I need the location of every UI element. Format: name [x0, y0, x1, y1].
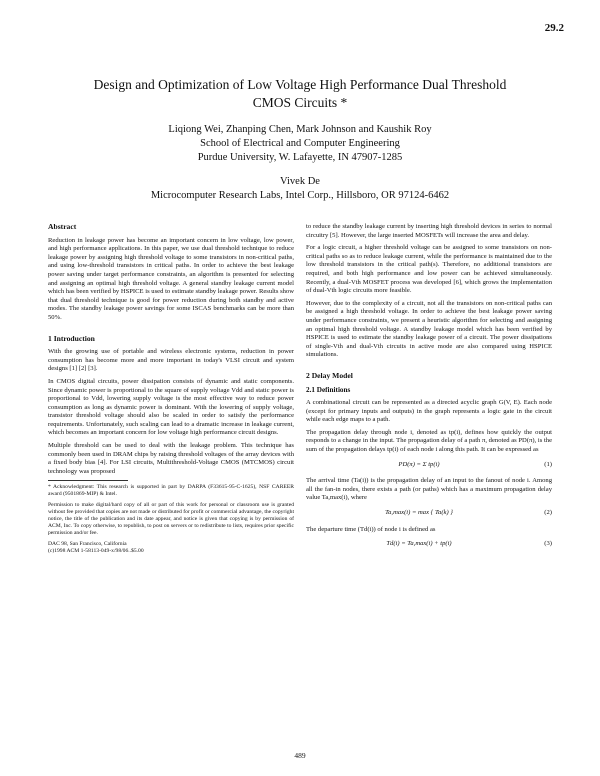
- right-paragraph-7: The departure time (Td(i)) of node i is defined as: [306, 525, 436, 533]
- affiliation-3: Microcomputer Research Labs, Intel Corp., Hillsboro, OR 97124-6462: [150, 190, 450, 201]
- abstract-heading: Abstract: [48, 222, 77, 231]
- definitions-heading: 2.1 Definitions: [306, 385, 351, 394]
- equation-3-body: Td(i) = Ta,max(i) + tp(i): [386, 540, 452, 548]
- footnote-rule: [48, 480, 128, 481]
- title-line-2: CMOS Circuits *: [252, 95, 348, 110]
- equation-2-body: Ta,max(i) = max { Ta(k) }: [385, 509, 453, 517]
- session-number: 29.2: [544, 22, 564, 34]
- right-paragraph-4: A combinational circuit can be represented as a directed acyclic graph G(V, E). Each node (except for primary inputs and outputs) in the graph represents a logic gate in the circuit while each edge maps to a path.: [306, 399, 552, 424]
- delay-model-heading: 2 Delay Model: [306, 370, 353, 380]
- copyright-notice: Permission to make digital/hard copy of all or part of this work for personal or classroom use is granted without fee provided that copies are not made or distributed for profit or commercial advantage, the copyright notice, the title of the publication and its date appear, and notice is given that copying is by permission of ACM, Inc. To copy otherwise, to republish, to post on servers or to redistribute to lists, requires prior specific permission and/or fee.: [48, 502, 294, 537]
- page-number: 489: [294, 751, 306, 760]
- right-paragraph-3: However, due to the complexity of a circuit, not all the transistors on non-critical paths can be assigned a high threshold voltage. In order to achieve the best leakage power saving under performance constraints, we present a heuristic algorithm for selecting and assigning an optimal high threshold voltage. A standby leakage model which has been verified by HSPICE is used to estimate the standby leakage power of a circuit. The power dissipations of single-Vth and dual-Vth circuits in active mode are also compared using HSPICE simulations.: [306, 299, 552, 359]
- acknowledgment-footnote: * Acknowledgment: This research is supported in part by DARPA (F33615-95-C-1625), NSF CAREER award (9501869-MIP) & Intel.: [48, 484, 294, 498]
- equation-2-number: (2): [544, 509, 552, 517]
- abstract-text: Reduction in leakage power has become an important concern in low voltage, low power, and high performance applications. In this paper, we use dual threshold technique to reduce leakage power by assigning high threshold voltage to some transistors in non-critical paths, and using low-threshold transistors in critical paths. In order to achieve the best leakage power saving under target performance constraints, an algorithm is presented for selecting and assigning an optimal high threshold voltage. A general standby leakage current model which has been verified by HSPICE is used to estimate standby leakage power. Results show that dual threshold technique is good for power reduction during both standby and active modes. The standby leakage power savings for some ISCAS benchmarks can be more than 50%.: [48, 236, 294, 321]
- affiliation-2: Purdue University, W. Lafayette, IN 47907-1285: [197, 152, 403, 163]
- intro-paragraph-2: In CMOS digital circuits, power dissipation consists of dynamic and static components. Since dynamic power is proportional to the square of supply voltage Vdd and static power is proportional to Vdd, lowering supply voltage is the most effective way to reduce power consumption as long as dynamic power is dominant. With the lowering of supply voltage, transistor threshold voltage should also be scaled in order to satisfy the performance requirements. Unfortunately, such scaling can lead to a dramatic increase in leakage current, which becomes an important concern for low voltage high performance circuit designs.: [48, 377, 294, 437]
- isbn-line: (c)1998 ACM 1-58113-049-x/98/06..$5.00: [48, 548, 144, 555]
- right-paragraph-1: to reduce the standby leakage current by inserting high threshold devices in series to normal circuitry [5]. However, the large inserted MOSFETs will increase the area and delay.: [306, 223, 552, 239]
- introduction-heading: 1 Introduction: [48, 333, 95, 343]
- left-column: [48, 223, 294, 555]
- equation-1: [306, 461, 552, 470]
- author-block: [60, 123, 540, 203]
- right-paragraph-6: The arrival time (Ta(i)) is the propagation delay of an input to the fanout of node i. Among all the fan-in nodes, there exists a path (or paths) which has a maximum propagation delay value Ta,max(i), where: [306, 477, 552, 502]
- paper-title: [60, 76, 540, 112]
- intro-paragraph-3: Multiple threshold can be used to deal with the leakage problem. This technique has commonly been used in DRAM chips by raising threshold voltages of the array devices with a fixed body bias [4]. For LSI circuits, Multithreshold-Voltage CMOS (MTCMOS) circuit technology was proposed: [48, 442, 294, 475]
- conference-line: DAC 98, San Francisco, California: [48, 541, 127, 548]
- equation-3-number: (3): [544, 540, 552, 548]
- intro-paragraph-1: With the growing use of portable and wireless electronic systems, reduction in power consumption has become more and more important in today's VLSI circuit and system designs [1] [2] [3].: [48, 348, 294, 373]
- equation-3: [306, 540, 552, 549]
- equation-1-body: PD(π) = Σ tp(i): [398, 460, 440, 468]
- right-column: [306, 223, 552, 557]
- affiliation-1: School of Electrical and Computer Engineering: [200, 138, 400, 149]
- equation-1-number: (1): [544, 460, 552, 468]
- author-name-2: Vivek De: [280, 176, 320, 187]
- right-paragraph-5: The propagation delay through node i, denoted as tp(i), defines how quickly the output responds to a change in the input. The propagation delay of a path π, denoted as PD(π), is the sum of the propagation delays tp(i) of each node i along this path. It can be expressed as: [306, 428, 552, 454]
- equation-2: [306, 509, 552, 518]
- right-paragraph-2: For a logic circuit, a higher threshold voltage can be assigned to some transistors on non-critical paths so as to reduce leakage current, while the performance is maintained due to the low threshold transistors in the critical path(s). Therefore, no additional transistors are required, and both high performance and low power can be achieved simultaneously. Recently, a dual-Vth MOSFET process was developed [6], which grows the implementation of dual-Vth logic circuits more feasible.: [306, 244, 552, 295]
- title-line-1: Design and Optimization of Low Voltage High Performance Dual Threshold: [93, 77, 507, 92]
- author-names: Liqiong Wei, Zhanping Chen, Mark Johnson and Kaushik Roy: [168, 124, 432, 135]
